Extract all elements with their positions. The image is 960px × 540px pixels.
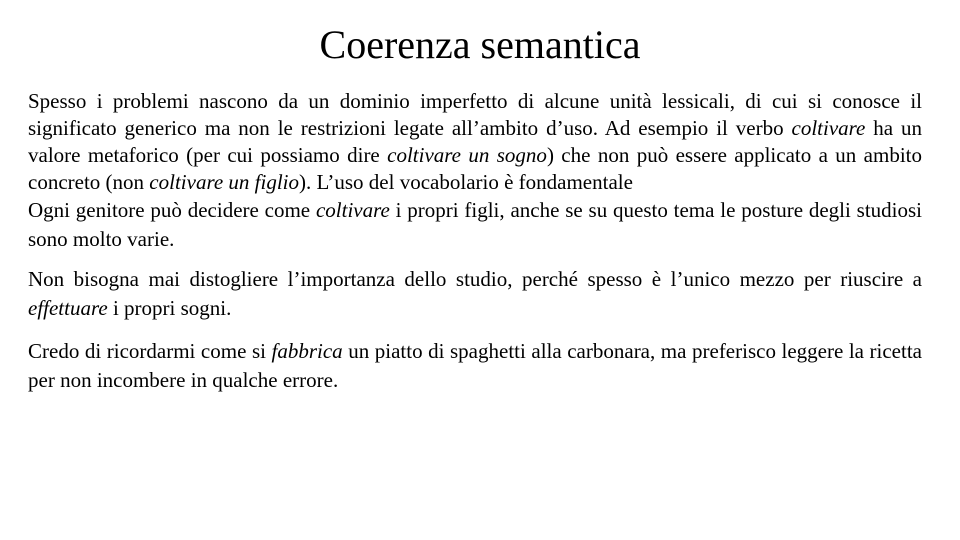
text-segment: Spesso i problemi nascono da un dominio imperfetto di alcune unità lessicali, di cui si conosce il significato generico ma non le restrizioni legate all’ambito d’uso. Ad esempio il verbo <box>28 89 922 140</box>
italic-term: coltivare un sogno <box>387 143 547 167</box>
slide-body <box>28 88 922 395</box>
text-segment: un piatto di spaghetti alla carbonara, ma preferisco leggere la ricetta per non incombere in qualche errore. <box>28 339 922 392</box>
italic-term: coltivare <box>791 116 866 140</box>
text-segment: Credo di ricordarmi come si <box>28 339 272 363</box>
text-segment: Ogni genitore può decidere come <box>28 198 316 222</box>
italic-term: fabbrica <box>271 339 343 363</box>
italic-term: effettuare <box>28 296 108 320</box>
text-segment: ). L’uso del vocabolario è fondamentale <box>299 170 633 194</box>
slide-title: Coerenza semantica <box>319 22 641 67</box>
paragraph-carbonara <box>28 337 922 395</box>
italic-term: coltivare un figlio <box>149 170 299 194</box>
text-segment: ha un valore metaforico (per cui possiamo dire <box>28 116 922 167</box>
italic-term: coltivare <box>315 198 390 222</box>
paragraph-studio <box>28 265 922 323</box>
text-segment: i propri figli, anche se su questo tema le posture degli studiosi sono molto varie. <box>28 198 923 251</box>
paragraph-dominio-imperfetto <box>28 88 922 196</box>
text-segment: ) che non può essere applicato a un ambito concreto (non <box>28 143 923 194</box>
text-segment: i propri sogni. <box>107 296 232 320</box>
paragraph-genitore <box>28 196 922 254</box>
text-segment: Non bisogna mai distogliere l’importanza dello studio, perché spesso è l’unico mezzo per riuscire a <box>28 267 922 291</box>
